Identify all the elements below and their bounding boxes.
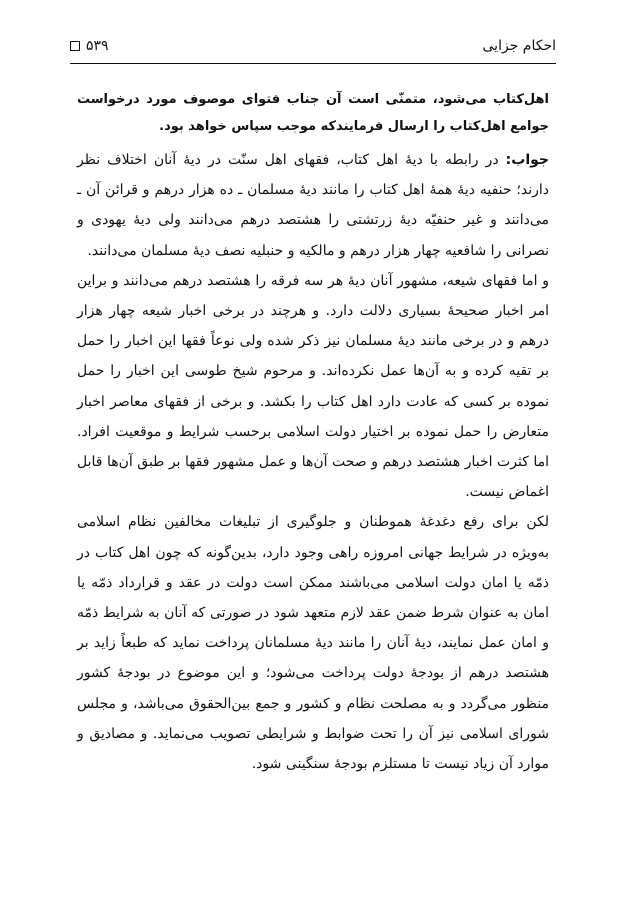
square-icon bbox=[70, 41, 80, 51]
answer-paragraph-2: و اما فقهای شیعه، مشهور آنان دیهٔ هر سه فرقه را هشتصد درهم می‌دانند و براین امر اخبار صحیحهٔ بسیاری دلالت دارد. و هرچند در برخی اخبار شیعه چهار هزار درهم و در برخی مانند دیهٔ مسلمان نیز ذکر شده ولی نوعاً فقها این اخبار را حمل بر تقیه کرده و به آن‌ها عمل نکرده‌اند. و مرحوم شیخ طوسی این اخبار را حمل نموده بر کسی که عادت دارد اهل کتاب را بکشد. و برخی از فقهای معاصر اخبار متعارض را حمل نموده بر اختیار دولت اسلامی برحسب شرایط و موقعیت افراد. اما کثرت اخبار هشتصد درهم و صحت آن‌ها و عمل مشهور فقها بر طبق آن‌ها قابل اغماض نیست. bbox=[77, 272, 549, 501]
answer-lead: جواب: bbox=[505, 152, 549, 168]
page-number: ۵۳۹ bbox=[86, 38, 109, 54]
answer-paragraph-3: لکن برای رفع دغدغهٔ هموطنان و جلوگیری از تبلیغات مخالفین نظام اسلامی به‌ویژه در شرایط جهانی امروزه راهی وجود دارد، بدین‌گونه که چون اهل کتاب در ذمّه یا امان دولت اسلامی می‌باشند ممکن است دولت در عقد و قرارداد ذمّه یا امان به عنوان شرط ضمن عقد لازم متعهد شود در صورتی که آنان به شرایط ذمّه و امان عمل نمایند، دیهٔ آنان را مانند دیهٔ مسلمانان پرداخت نماید که طبعاً زاید بر هشتصد درهم از بودجهٔ دولت پرداخت می‌شود؛ و این موضوع در بودجهٔ کشور منظور می‌گردد و به مصلحت نظام و کشور و جمع بین‌الحقوق می‌باشد، و مجلس شورای اسلامی نیز آن را تحت ضوابط و شرایطی تصویب می‌نماید. و مصادیق و موارد آن زیاد نیست تا مستلزم بودجهٔ سنگینی شود. bbox=[77, 514, 549, 773]
page-body bbox=[77, 86, 549, 779]
header-rule bbox=[70, 63, 556, 64]
answer-paragraph-1-text: در رابطه با دیهٔ اهل کتاب، فقهای اهل سنّت در دیهٔ آنان اختلاف نظر دارند؛ حنفیه دیهٔ همهٔ اهل کتاب را مانند دیهٔ مسلمان ـ ده هزار درهم و قرائن آن ـ می‌دانند و غیر حنفیّه دیهٔ زرتشتی را هشتصد درهم می‌دانند ولی دیهٔ یهودی و نصرانی را شافعیه چهار هزار درهم و مالکیه و حنبلیه نصف دیهٔ مسلمان می‌دانند. bbox=[77, 152, 549, 259]
answer-paragraph-1 bbox=[77, 145, 549, 266]
question-text: اهل‌کتاب می‌شود، متمنّی است آن جناب فتوای موصوف مورد درخواست جوامع اهل‌کتاب را ارسال فرمایندکه موجب سپاس خواهد بود. bbox=[77, 92, 549, 134]
page-number-block bbox=[70, 38, 109, 54]
running-title: احکام جزایی bbox=[482, 38, 556, 54]
page-header bbox=[70, 30, 556, 64]
